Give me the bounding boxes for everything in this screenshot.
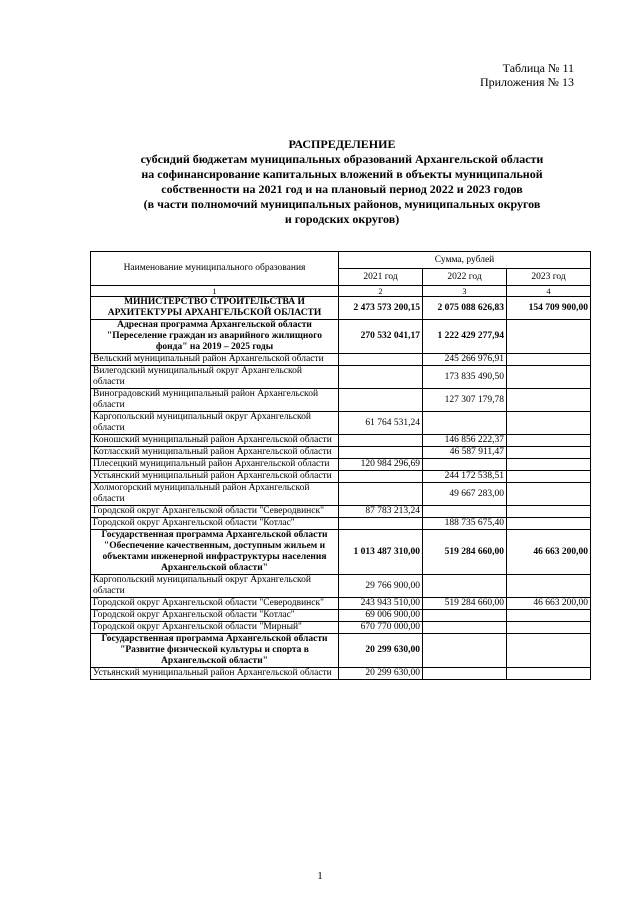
row-value-2021 <box>339 366 423 389</box>
column-number-1: 1 <box>91 286 339 297</box>
row-value-2021: 20 299 630,00 <box>339 668 423 680</box>
row-value-2021: 29 766 900,00 <box>339 575 423 598</box>
table-row <box>91 412 591 435</box>
row-value-2021: 670 770 000,00 <box>339 622 423 634</box>
row-value-2022 <box>423 506 507 518</box>
row-value-2021 <box>339 447 423 459</box>
table-row <box>91 483 591 506</box>
table-row <box>91 506 591 518</box>
row-name: Устьянский муниципальный район Архангельской области <box>91 668 339 680</box>
row-value-2023 <box>507 459 591 471</box>
row-name: Городской округ Архангельской области "Северодвинск" <box>91 506 339 518</box>
row-value-2022: 173 835 490,50 <box>423 366 507 389</box>
row-name: Котласский муниципальный район Архангельской области <box>91 447 339 459</box>
row-value-2023 <box>507 668 591 680</box>
row-name: Адресная программа Архангельской области "Переселение граждан из аварийного жилищного фонда" на 2019 – 2025 годы <box>91 320 339 354</box>
table-row <box>91 447 591 459</box>
row-value-2023 <box>507 634 591 668</box>
row-name: Вилегодский муниципальный округ Архангельской области <box>91 366 339 389</box>
row-value-2022 <box>423 634 507 668</box>
row-value-2021 <box>339 354 423 366</box>
table-row <box>91 518 591 530</box>
title-line-3: на софинансирование капитальных вложений в объекты муниципальной <box>141 167 543 181</box>
row-value-2023 <box>507 483 591 506</box>
row-name: Государственная программа Архангельской области "Обеспечение качественным, доступным жильем и объектами инженерной инфраструктуры населения Архангельской области" <box>91 530 339 575</box>
title-line-1: РАСПРЕДЕЛЕНИЕ <box>288 137 396 151</box>
table-row <box>91 366 591 389</box>
row-name: Виноградовский муниципальный район Архангельской области <box>91 389 339 412</box>
row-name: Устьянский муниципальный район Архангельской области <box>91 471 339 483</box>
row-value-2021: 61 764 531,24 <box>339 412 423 435</box>
row-value-2022 <box>423 622 507 634</box>
row-value-2022: 1 222 429 277,94 <box>423 320 507 354</box>
row-value-2023 <box>507 389 591 412</box>
row-value-2021 <box>339 518 423 530</box>
column-header-2021: 2021 год <box>339 269 423 286</box>
row-value-2023: 46 663 200,00 <box>507 598 591 610</box>
row-value-2023: 154 709 900,00 <box>507 297 591 320</box>
column-header-2022: 2022 год <box>423 269 507 286</box>
title-line-5: (в части полномочий муниципальных районов, муниципальных округов <box>143 197 541 211</box>
row-value-2022 <box>423 575 507 598</box>
row-value-2022 <box>423 459 507 471</box>
row-value-2022 <box>423 610 507 622</box>
appendix-label: Приложения № 13 <box>479 75 574 89</box>
row-value-2021 <box>339 435 423 447</box>
row-value-2023 <box>507 575 591 598</box>
row-value-2021: 69 006 900,00 <box>339 610 423 622</box>
row-value-2022 <box>423 412 507 435</box>
row-value-2022: 188 735 675,40 <box>423 518 507 530</box>
table-row <box>91 389 591 412</box>
row-value-2021: 243 943 510,00 <box>339 598 423 610</box>
column-number-2: 2 <box>339 286 423 297</box>
row-value-2022: 519 284 660,00 <box>423 598 507 610</box>
row-value-2023 <box>507 622 591 634</box>
table-row <box>91 459 591 471</box>
row-value-2021: 20 299 630,00 <box>339 634 423 668</box>
title-line-6: и городских округов) <box>284 212 400 226</box>
column-header-sum: Сумма, рублей <box>339 252 591 269</box>
table-row <box>91 598 591 610</box>
row-value-2023 <box>507 447 591 459</box>
row-name: Вельский муниципальный район Архангельской области <box>91 354 339 366</box>
column-number-3: 3 <box>423 286 507 297</box>
title-line-4: собственности на 2021 год и на плановый период 2022 и 2023 годов <box>161 182 523 196</box>
row-value-2023 <box>507 610 591 622</box>
table-row <box>91 622 591 634</box>
row-value-2023 <box>507 320 591 354</box>
column-header-2023: 2023 год <box>507 269 591 286</box>
document-title <box>100 137 584 227</box>
row-value-2023: 46 663 200,00 <box>507 530 591 575</box>
row-value-2021: 87 783 213,24 <box>339 506 423 518</box>
column-number-4: 4 <box>507 286 591 297</box>
row-value-2021: 270 532 041,17 <box>339 320 423 354</box>
row-name: Каргопольский муниципальный округ Архангельской области <box>91 412 339 435</box>
table-label: Таблица № 11 <box>502 61 574 75</box>
row-value-2022: 519 284 660,00 <box>423 530 507 575</box>
row-value-2022: 146 856 222,37 <box>423 435 507 447</box>
page-number: 1 <box>317 870 323 882</box>
table-row-program <box>91 320 591 354</box>
row-value-2023 <box>507 471 591 483</box>
row-value-2022: 245 266 976,91 <box>423 354 507 366</box>
row-value-2022: 127 307 179,78 <box>423 389 507 412</box>
title-line-2: субсидий бюджетам муниципальных образований Архангельской области <box>140 152 544 166</box>
table-row-program <box>91 297 591 320</box>
table-row <box>91 575 591 598</box>
row-value-2023 <box>507 354 591 366</box>
row-name: Городской округ Архангельской области "Мирный" <box>91 622 339 634</box>
row-value-2021: 120 984 296,69 <box>339 459 423 471</box>
row-name: Городской округ Архангельской области "Котлас" <box>91 610 339 622</box>
row-value-2022: 2 075 088 626,83 <box>423 297 507 320</box>
table-row <box>91 354 591 366</box>
row-value-2022 <box>423 668 507 680</box>
row-value-2021 <box>339 483 423 506</box>
table-row <box>91 471 591 483</box>
document-reference <box>480 61 574 89</box>
subsidy-table <box>90 251 591 680</box>
row-value-2021 <box>339 389 423 412</box>
row-name: Городской округ Архангельской области "Котлас" <box>91 518 339 530</box>
row-value-2021 <box>339 471 423 483</box>
row-value-2022: 46 587 911,47 <box>423 447 507 459</box>
table-row <box>91 610 591 622</box>
row-value-2023 <box>507 435 591 447</box>
table-row <box>91 435 591 447</box>
row-value-2023 <box>507 412 591 435</box>
row-value-2022: 244 172 538,51 <box>423 471 507 483</box>
table-row-program <box>91 634 591 668</box>
row-name: Каргопольский муниципальный округ Архангельской области <box>91 575 339 598</box>
row-name: Плесецкий муниципальный район Архангельской области <box>91 459 339 471</box>
row-value-2023 <box>507 518 591 530</box>
row-value-2021: 1 013 487 310,00 <box>339 530 423 575</box>
row-value-2023 <box>507 366 591 389</box>
row-value-2021: 2 473 573 200,15 <box>339 297 423 320</box>
row-value-2022: 49 667 283,00 <box>423 483 507 506</box>
row-name: Холмогорский муниципальный район Архангельской области <box>91 483 339 506</box>
table-row <box>91 668 591 680</box>
row-name: МИНИСТЕРСТВО СТРОИТЕЛЬСТВА И АРХИТЕКТУРЫ АРХАНГЕЛЬСКОЙ ОБЛАСТИ <box>91 297 339 320</box>
row-name: Государственная программа Архангельской области "Развитие физической культуры и спорта в Архангельской области" <box>91 634 339 668</box>
column-header-name: Наименование муниципального образования <box>91 252 339 286</box>
row-name: Городской округ Архангельской области "Северодвинск" <box>91 598 339 610</box>
table-row-program <box>91 530 591 575</box>
row-value-2023 <box>507 506 591 518</box>
row-name: Коношский муниципальный район Архангельской области <box>91 435 339 447</box>
